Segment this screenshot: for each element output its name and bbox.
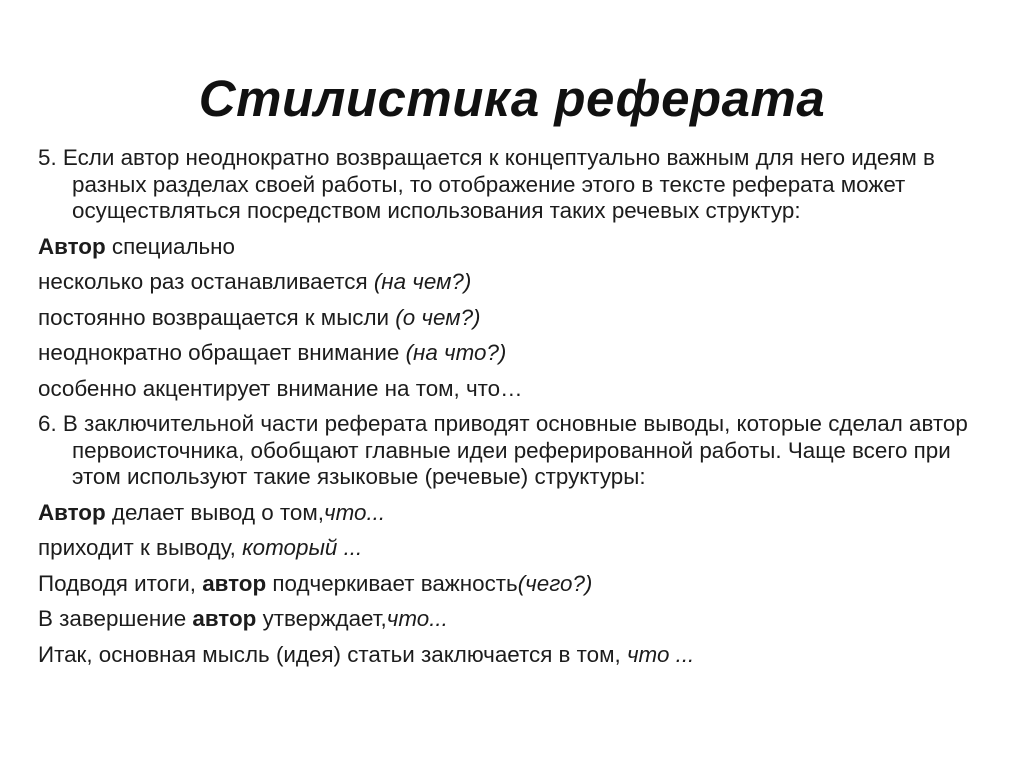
conclusion-text: Итак, основная мысль (идея) статьи заключается в том, xyxy=(38,641,627,667)
conclusion-italic: что... xyxy=(386,606,448,631)
conclusion-line xyxy=(38,571,988,598)
conclusion-italic: который ... xyxy=(242,535,363,560)
conclusion-italic: что... xyxy=(324,499,386,525)
conclusion-text: подчеркивает важность xyxy=(266,570,518,596)
conclusion-bold: автор xyxy=(192,606,257,631)
conclusion-text: делает вывод о том, xyxy=(105,499,324,525)
conclusion-text: приходит к выводу, xyxy=(38,535,243,560)
phrase-text: несколько раз останавливается xyxy=(38,269,374,294)
conclusion-text: утверждает, xyxy=(256,606,387,631)
phrase-line xyxy=(38,269,988,296)
conclusion-bold: автор xyxy=(202,570,267,596)
phrase-text: постоянно возвращается к мысли xyxy=(38,304,396,330)
phrase-line xyxy=(38,305,988,332)
phrase-line xyxy=(38,234,988,261)
paragraph-5: 5. Если автор неоднократно возвращается к концептуально важным для него идеям в разных разделах своей работы, то отображение этого в тексте реферата может осуществляться посредством использования таких речевых структур: xyxy=(38,145,935,223)
conclusion-line xyxy=(38,535,988,562)
conclusion-italic: (чего?) xyxy=(517,570,593,596)
conclusion-bold: Автор xyxy=(38,499,106,525)
conclusion-italic: что ... xyxy=(626,641,695,667)
slide-title: Стилистика реферата xyxy=(198,70,826,127)
conclusion-pre: В завершение xyxy=(38,606,193,631)
conclusion-line xyxy=(38,606,988,633)
phrase-line xyxy=(38,376,988,403)
phrase-text: особенно акцентирует внимание на том, что… xyxy=(38,375,523,401)
slide-body xyxy=(38,145,988,677)
phrase-italic: (о чем?) xyxy=(395,304,481,330)
conclusion-pre: Подводя итоги, xyxy=(38,570,203,596)
phrase-line xyxy=(38,340,988,367)
phrase-italic: (на чем?) xyxy=(373,269,472,294)
phrase-text: неоднократно обращает внимание xyxy=(38,340,406,365)
conclusion-line xyxy=(38,500,988,527)
paragraph-6: 6. В заключительной части реферата приводят основные выводы, которые сделал автор первоисточника, обобщают главные идеи реферированной работы. Чаще всего при этом используют такие языковые (речевые) структуры: xyxy=(38,411,968,489)
phrase-bold: Автор xyxy=(38,233,106,259)
conclusion-line xyxy=(38,642,988,669)
phrase-text: специально xyxy=(105,233,235,259)
phrase-italic: (на что?) xyxy=(405,340,507,365)
